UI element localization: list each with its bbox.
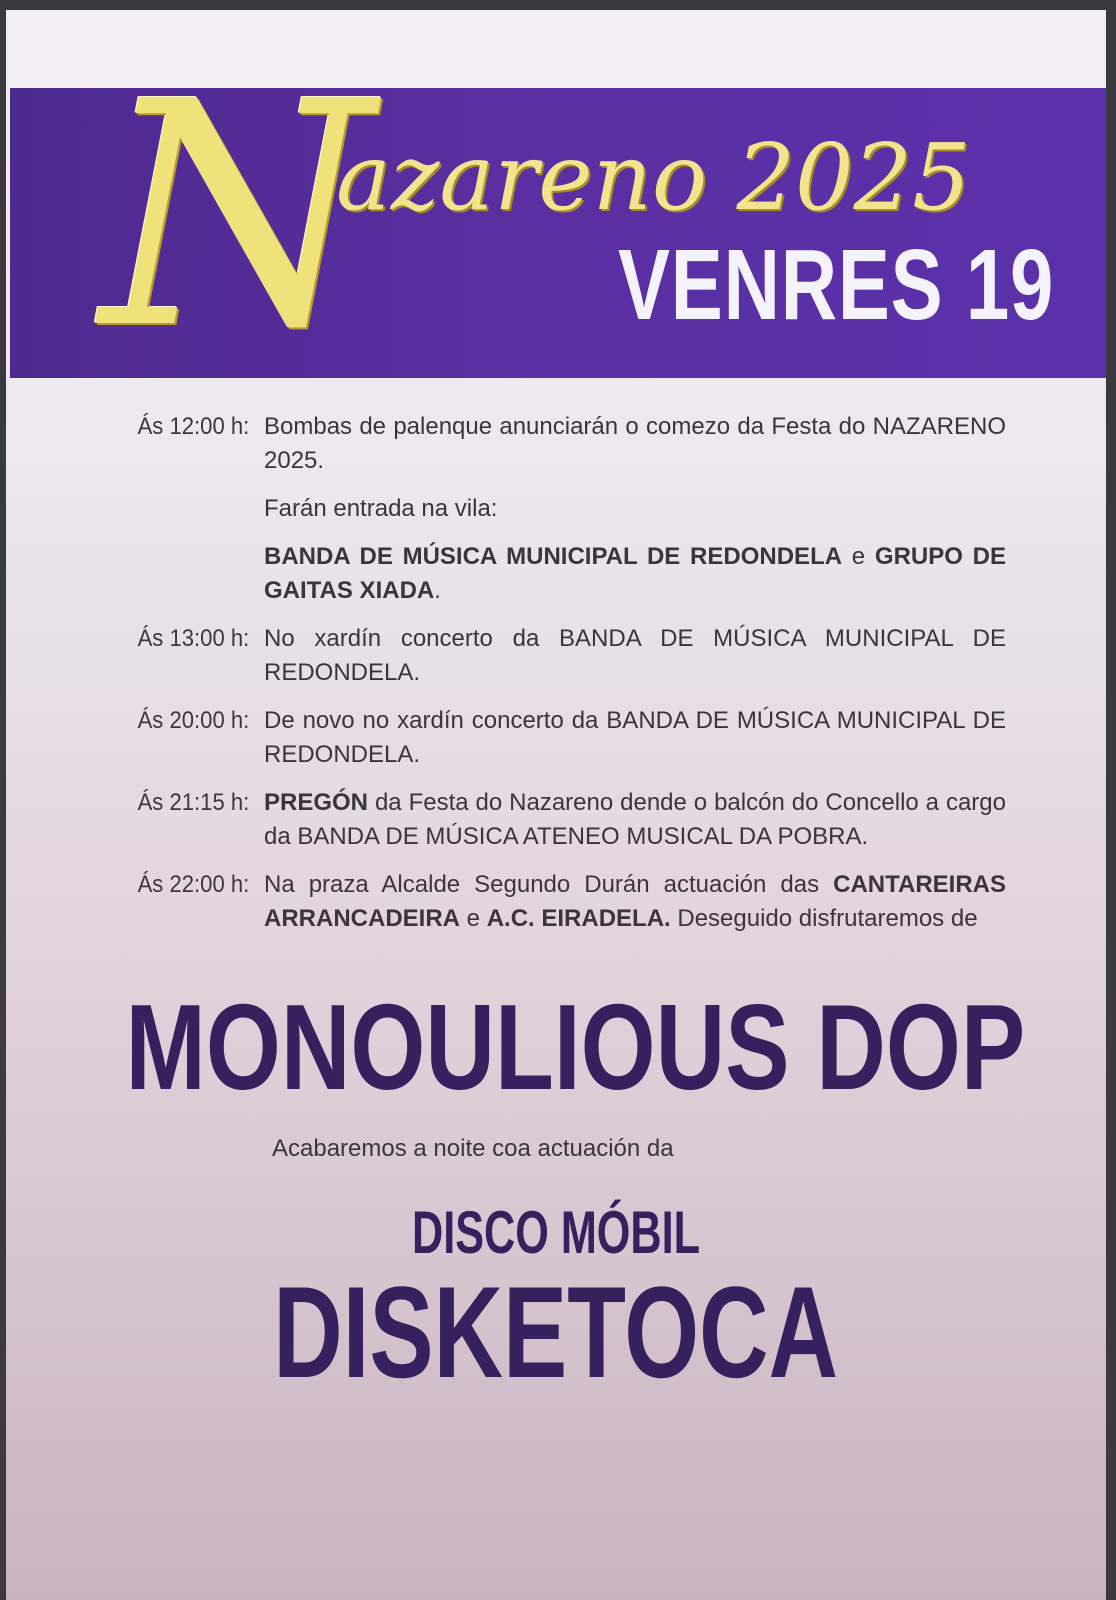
schedule-highlight: A.C. EIRADELA. (486, 905, 671, 932)
schedule-text: e (842, 543, 875, 570)
schedule-time: Ás 20:00 h: (137, 707, 250, 734)
schedule-time: Ás 22:00 h: (137, 871, 250, 898)
headliner-name (6, 979, 1106, 1115)
schedule-entry (106, 868, 1006, 936)
schedule-description (264, 704, 1006, 772)
schedule-description (264, 410, 1006, 478)
title-text: azareno 2025 (336, 124, 971, 231)
closing-text: Acabaremos a noite coa actuación da (272, 1135, 674, 1162)
schedule-description (264, 492, 1006, 526)
final-act-subtitle-text: DISCO MÓBIL (412, 1199, 700, 1266)
schedule-highlight: GRUPO DE GAITAS XIADA (264, 543, 1006, 604)
schedule-text: No xardín concerto da BANDA DE MÚSICA MUNICIPAL DE REDONDELA. (264, 625, 1006, 686)
schedule-highlight: CANTAREIRAS ARRANCADEIRA (264, 871, 1006, 932)
schedule-entry (106, 786, 1006, 854)
schedule-text: e (460, 905, 487, 932)
title-initial: N (101, 36, 373, 397)
final-act-name (6, 1259, 1106, 1405)
schedule-time (119, 540, 264, 608)
schedule-highlight: PREGÓN (264, 789, 369, 816)
headliner-text: MONOULIOUS DOP (125, 979, 1026, 1115)
schedule-text: De novo no xardín concerto da BANDA DE MÚSICA MUNICIPAL DE REDONDELA. (264, 707, 1006, 768)
program-page (6, 10, 1106, 1600)
day-heading: VENRES 19 (618, 229, 1055, 341)
schedule-entry (106, 704, 1006, 772)
schedule-time: Ás 12:00 h: (137, 413, 250, 440)
schedule-entry (106, 492, 1006, 526)
schedule-time: Ás 13:00 h: (137, 625, 250, 652)
schedule-text: . (434, 577, 441, 604)
schedule-list (106, 410, 1006, 950)
final-act-name-text: DISKETOCA (273, 1259, 839, 1405)
schedule-text: Na praza Alcalde Segundo Durán actuación das (264, 871, 834, 898)
schedule-highlight: BANDA DE MÚSICA MUNICIPAL DE REDONDELA (264, 543, 843, 570)
schedule-description (264, 540, 1006, 608)
schedule-text: da Festa do Nazareno dende o balcón do Concello a cargo da BANDA DE MÚSICA ATENEO MUSICAL DA POBRA. (264, 789, 1006, 850)
schedule-entry (106, 540, 1006, 608)
schedule-entry (106, 410, 1006, 478)
schedule-time: Ás 21:15 h: (137, 789, 250, 816)
schedule-entry (106, 622, 1006, 690)
schedule-description (264, 622, 1006, 690)
schedule-text: Bombas de palenque anunciarán o comezo da Festa do NAZARENO 2025. (264, 413, 1006, 474)
schedule-time (119, 492, 264, 526)
schedule-description (264, 786, 1006, 854)
schedule-description (264, 868, 1006, 936)
final-act-subtitle (6, 1200, 1106, 1266)
schedule-text: Farán entrada na vila: (264, 495, 498, 522)
schedule-text: Deseguido disfrutaremos de (670, 905, 978, 932)
